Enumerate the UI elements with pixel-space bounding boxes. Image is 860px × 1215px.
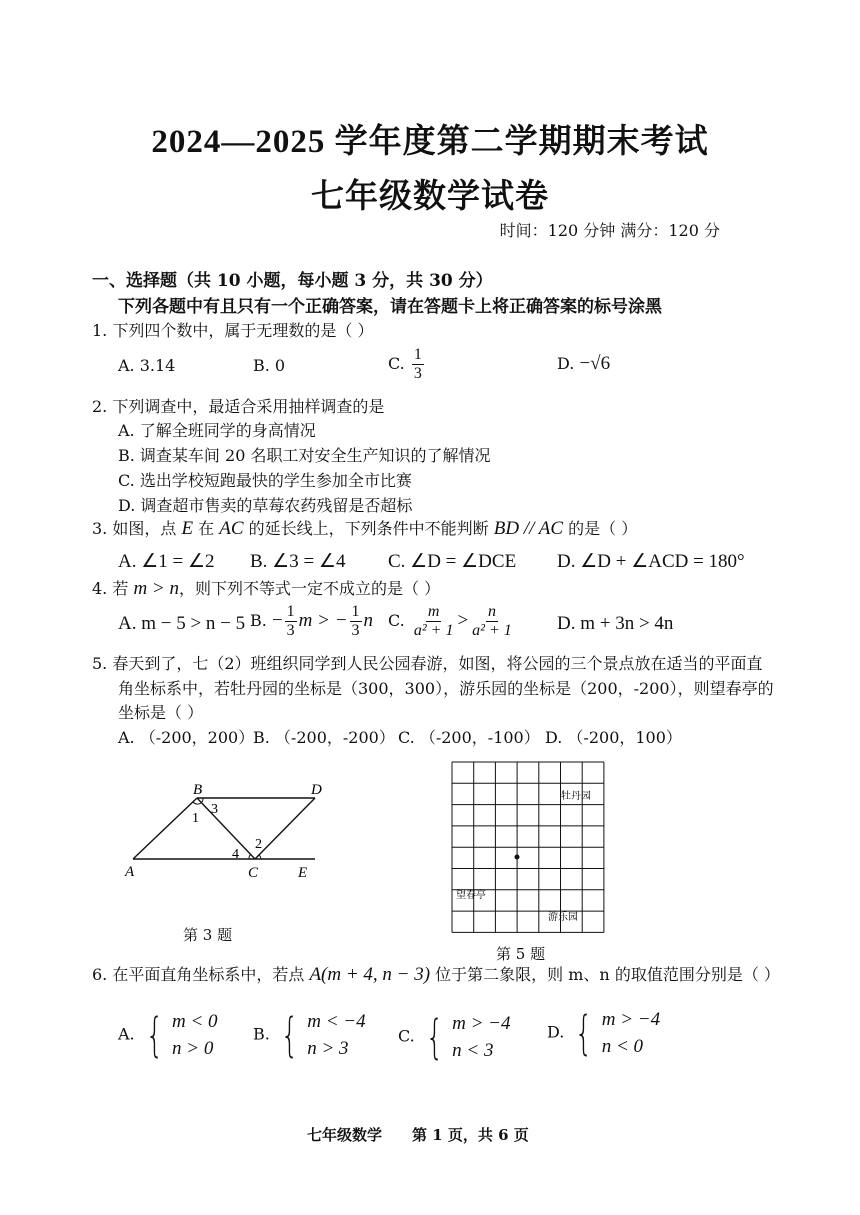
- q5-line2: 角坐标系中，若牡丹园的坐标是（300，300），游乐园的坐标是（200，-200），则望春亭的: [118, 679, 774, 698]
- label-b: B: [193, 782, 203, 798]
- q1-option-a: A. 3.14: [118, 356, 176, 375]
- q1-option-d: [557, 353, 610, 375]
- q4-option-a: A. m − 5 > n − 5: [118, 613, 246, 634]
- label-2: 2: [255, 837, 262, 852]
- label-1: 1: [192, 811, 199, 826]
- section-heading: 一、选择题（共 10 小题，每小题 3 分，共 30 分）: [92, 271, 493, 291]
- q1-option-b: B. 0: [253, 356, 286, 375]
- q5-line3: 坐标是（ ）: [118, 703, 204, 722]
- q6-option-b: B. { m < −4 n > 3: [253, 1008, 366, 1062]
- q3-stem: 3. 如图，点 E 在 AC 的延长线上，下列条件中不能判断 BD // AC 的是（ ）: [92, 518, 638, 539]
- label-wangchun: 望春亭: [456, 890, 486, 901]
- q5-line1: 5. 春天到了，七（2）班组织同学到人民公园春游，如图，将公园的三个景点放在适当的平面直: [92, 654, 763, 673]
- label-e: E: [298, 865, 308, 881]
- q4-option-d: D. m + 3n > 4n: [557, 613, 674, 634]
- origin-point: [515, 855, 520, 860]
- q2-stem: 2. 下列调查中，最适合采用抽样调查的是: [92, 397, 385, 416]
- label-youle: 游乐园: [548, 912, 578, 923]
- line-bc: [197, 798, 255, 859]
- angle-arc-3: [201, 798, 203, 803]
- line-cd: [255, 798, 315, 859]
- q5-option-b: B. （-200，-200）: [253, 728, 395, 747]
- q6-option-d: D. { m > −4 n < 0: [547, 1006, 661, 1060]
- q4-stem: 4. 若 m > n，则下列不等式一定不成立的是（ ）: [92, 578, 441, 599]
- label-a: A: [125, 864, 135, 880]
- figure-5-caption: 第 5 题: [496, 945, 546, 963]
- q1-option-c-fraction: $\frac{1}{3}$: [413, 346, 422, 382]
- q2-option-c: C. 选出学校短跑最快的学生参加全市比赛: [118, 471, 412, 490]
- label-d: D: [311, 782, 322, 798]
- angle-arc-4: [249, 854, 251, 859]
- label-c: C: [248, 865, 259, 881]
- label-3: 3: [211, 802, 218, 817]
- q6-option-a: A. { m < 0 n > 0: [118, 1008, 218, 1062]
- q1-option-d-label: D.: [557, 354, 575, 373]
- q5-option-d: D. （-200，100）: [545, 728, 682, 747]
- q5-option-a: A. （-200，200）: [118, 728, 255, 747]
- figure-3-caption: 第 3 题: [183, 926, 233, 944]
- q3-option-b: B. ∠3 = ∠4: [250, 551, 346, 572]
- exam-meta: 时间：120 分钟 满分：120 分: [499, 221, 720, 240]
- q2-option-b: B. 调查某车间 20 名职工对安全生产知识的了解情况: [118, 446, 491, 465]
- q6-stem: 6. 在平面直角坐标系中，若点 A(m + 4, n − 3) 位于第二象限，则 m、n 的取值范围分别是（ ）: [92, 964, 780, 985]
- q3-option-d: D. ∠D + ∠ACD = 180°: [557, 551, 745, 572]
- exam-subtitle: 七年级数学试卷: [311, 179, 549, 215]
- q1-option-d-expr: −√6: [579, 353, 611, 374]
- q5-option-c: C. （-200，-100）: [398, 728, 540, 747]
- q3-option-c: C. ∠D = ∠DCE: [388, 551, 517, 572]
- footer-page: 第 1 页，共 6 页: [412, 1126, 529, 1144]
- q6-option-c: C. { m > −4 n < 3: [398, 1010, 511, 1064]
- figure-3-diagram: [115, 775, 345, 885]
- q1-option-c: [388, 346, 426, 383]
- angle-arc-1: [193, 802, 201, 804]
- q1-option-c-label: C.: [388, 354, 405, 373]
- q1-stem: 1. 下列四个数中，属于无理数的是（ ）: [92, 321, 374, 340]
- q2-option-a: A. 了解全班同学的身高情况: [118, 421, 316, 440]
- footer-subject: 七年级数学: [307, 1126, 383, 1144]
- q3-option-a: A. ∠1 = ∠2: [118, 551, 215, 572]
- q2-option-d: D. 调查超市售卖的草莓农药残留是否超标: [118, 496, 413, 515]
- line-ab: [133, 798, 197, 859]
- exam-title: 2024—2025 学年度第二学期期末考试: [151, 124, 709, 160]
- section-instruction: 下列各题中有且只有一个正确答案，请在答题卡上将正确答案的标号涂黑: [118, 297, 662, 317]
- label-mudan: 牡丹园: [561, 791, 591, 802]
- q4-option-c: C. $\frac{m}{\text{a² + 1}}$ > $\frac{n}{\text{a² + 1}}$: [388, 603, 512, 639]
- label-4: 4: [232, 847, 239, 862]
- q4-option-b: B. − $\frac{1}{3}$ m > − $\frac{1}{3}$ n: [250, 603, 374, 639]
- figure-5-grid: [448, 760, 608, 934]
